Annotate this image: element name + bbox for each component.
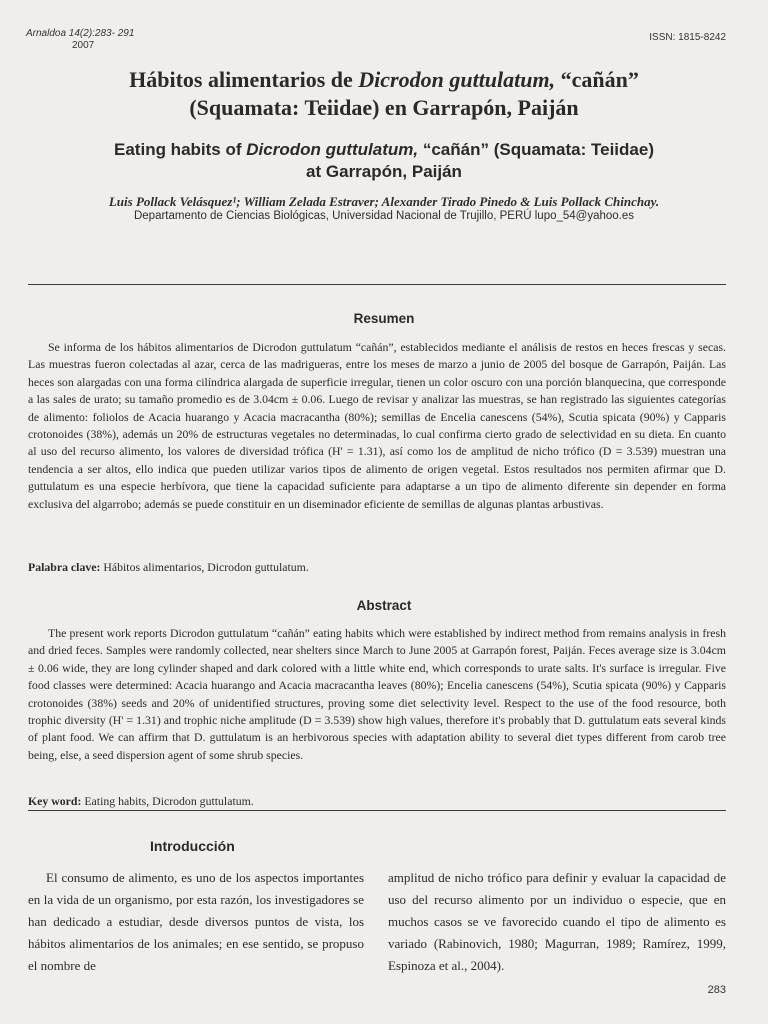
resumen-keyword-text: Hábitos alimentarios, Dicrodon guttulatum. [100,560,309,574]
journal-year: 2007 [72,40,95,51]
page-number: 283 [707,984,726,996]
title-spanish [40,66,728,122]
title-english [30,139,738,183]
resumen-body: Se informa de los hábitos alimentarios de Dicrodon guttulatum “cañán”, establecidos mediante el análisis de restos en heces frescas y secas. Las muestras fueron colectadas al azar, cerca de las madrigueras, entre los meses de marzo a junio de 2005 del bosque de Garrapón, Paiján. Las heces son alargadas con una forma cilíndrica alargada de superficie irregular, tienen un color oscuro con una porción blanquecina, que corresponde a las sales de urato; su tamaño promedio es de 3.04cm ± 0.06. Luego de revisar y analizar las muestras, se han registrado las siguientes categorías de alimento: foliolos de Acacia huarango y Acacia macracantha (80%); semillas de Encelia canescens (54%), Scutia spicata (90%) y Capparis crotonoides (38%), además un 20% de estructuras vegetales no determinadas, lo cual confirma cierto grado de selectividad en su dieta. En cuanto al uso del recurso alimento, los valores de diversidad trófica (H' = 1.31), así como los de amplitud de nicho trófico (D = 3.539) muestran una tendencia a ser altos, ello indica que pueden utilizar varios tipos de alimento de origen vegetal. Estos resultados nos permiten afirmar que D. guttulatum es una especie herbívora, que tiene la capacidad suficiente para adaptarse a un tipo de alimento diferente sin depender en forma exclusiva del algarrobo; además se puede constituir en un diseminador eficiente de semillas de algunas plantas arbustivas. [28,340,726,511]
title-en-species: Dicrodon guttulatum, [246,140,419,159]
abstract-heading: Abstract [356,598,412,613]
abstract-body: The present work reports Dicrodon guttulatum “cañán” eating habits which were established by indirect method from remains analysis in fresh and dried feces. Samples were randomly collected, near shelters since March to June 2005 at Garrapón forest, Paiján. Feces average size is 3.04cm ± 0.06 wide, they are long cylinder shaped and dark colored with a little white end, which corresponds to urate salts. It's surface is irregular. Five food classes were determined: Acacia huarango and Acacia macracantha leaves (80%); Encelia canescens (54%), Scutia spicata (90%) y Capparis crotonoides (38%) seeds and 20% of unidentified structures, proving some diet selectivity level. Respect to the use of the food resource, both trophic diversity (H' = 1.31) and trophic niche amplitude (D = 3.539) show high values, therefore it's probably that D. guttulatum eats several kinds of plant food. We can affirm that D. guttulatum is an herbivorous species with adaptation ability to several diet types different from carob tree being, else, a seed dispersion agent of some shrub species. [28,626,726,762]
issn: ISSN: 1815-8242 [649,32,726,43]
intro-left-column: El consumo de alimento, es uno de los aspectos importantes en la vida de un organismo, por esta razón, los investigadores se han dedicado a estudiar, desde diversos puntos de vista, los hábitos alimentarios de los animales; en ese sentido, se propuso el nombre de [28,870,364,973]
title-es-line2: (Squamata: Teiidae) en Garrapón, Paiján [189,95,579,120]
resumen-keywords [28,560,309,575]
title-es-species: Dicrodon guttulatum, [358,67,556,92]
resumen-heading: Resumen [353,311,415,326]
affiliation: Departamento de Ciencias Biológicas, Universidad Nacional de Trujillo, PERÚ lupo_54@yahoo.es [133,210,635,222]
resumen-keyword-label: Palabra clave: [28,560,101,574]
abstract-keyword-text: Eating habits, Dicrodon guttulatum. [81,794,254,808]
journal-issue: Arnaldoa 14(2):283- 291 [26,28,135,39]
intro-right-column: amplitud de nicho trófico para definir y evaluar la capacidad de uso del recurso alimento por un individuo o especie, que en muchos casos se ve favorecido cuando el tipo de alimento es variado (Rabinovich, 1980; Magurran, 1989; Ramírez, 1999, Espinoza et al., 2004). [388,870,726,973]
abstract-keywords [28,794,254,809]
intro-heading: Introducción [150,838,235,854]
author-list: Luis Pollack Velásquez¹; William Zelada Estraver; Alexander Tirado Pinedo & Luis Pollack Chinchay. [108,194,660,209]
journal-citation [26,28,166,52]
title-en-line2: at Garrapón, Paiján [306,162,462,181]
title-es-post: “cañán” [555,67,639,92]
title-en-post: “cañán” (Squamata: Teiidae) [418,140,654,159]
title-en-pre: Eating habits of [114,140,247,159]
divider-bottom [28,810,726,811]
abstract-keyword-label: Key word: [28,794,82,808]
title-es-pre: Hábitos alimentarios de [129,67,359,92]
divider-top [28,284,726,285]
